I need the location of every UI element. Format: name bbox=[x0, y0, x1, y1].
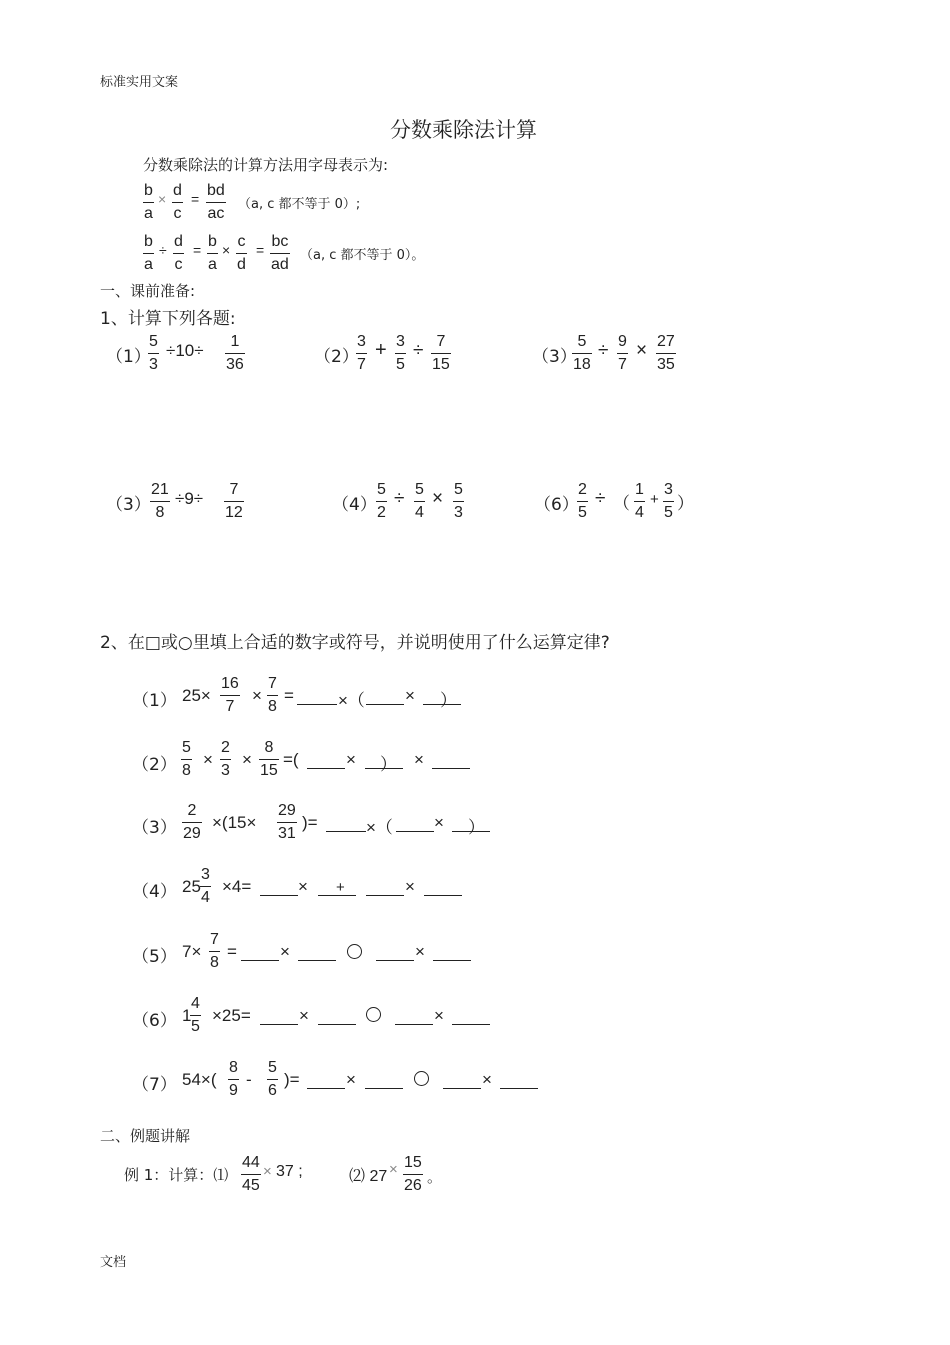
fraction: $\frac{5}{3}$ bbox=[454, 481, 463, 521]
fraction: $\frac{b}{a}$ bbox=[144, 182, 153, 222]
operator: × bbox=[414, 750, 424, 769]
answer-blank[interactable] bbox=[260, 895, 298, 896]
fraction: $\frac{d}{c}$ bbox=[173, 182, 182, 222]
operator: ÷ bbox=[394, 488, 405, 509]
operator: =( bbox=[283, 750, 299, 769]
operator: ×（ bbox=[366, 818, 393, 837]
fraction: $\frac{7}{8}$ bbox=[268, 675, 277, 715]
operator: 37 ; bbox=[276, 1163, 303, 1180]
answer-blank[interactable] bbox=[307, 768, 345, 769]
operator: = bbox=[193, 242, 202, 258]
fraction: $\frac{29}{31}$ bbox=[278, 802, 296, 842]
item-label: （4） bbox=[132, 882, 177, 902]
answer-blank[interactable] bbox=[424, 895, 462, 896]
fraction: $\frac{4}{5}$ bbox=[191, 995, 200, 1035]
operator: ×4= bbox=[222, 877, 252, 896]
intro-text: 分数乘除法的计算方法用字母表示为: bbox=[143, 156, 389, 174]
fraction: $\frac{bd}{ac}$ bbox=[207, 182, 225, 222]
fraction: $\frac{5}{2}$ bbox=[377, 481, 386, 521]
operator: - bbox=[246, 1070, 252, 1089]
fraction: $\frac{c}{d}$ bbox=[237, 233, 246, 273]
fraction: $\frac{1}{36}$ bbox=[226, 333, 244, 373]
question-title: 1、计算下列各题: bbox=[100, 309, 236, 329]
fraction: $\frac{5}{6}$ bbox=[268, 1059, 277, 1099]
operator: ） bbox=[677, 494, 694, 513]
item-label: （6） bbox=[132, 1011, 177, 1031]
item-label: （3） bbox=[532, 347, 577, 367]
formula-note: （a, c 都不等于 0）; bbox=[238, 197, 361, 212]
answer-blank[interactable] bbox=[500, 1088, 538, 1089]
operator: ×（ bbox=[338, 691, 365, 710]
operator: ÷ bbox=[598, 340, 609, 361]
item-label: （6） bbox=[534, 495, 579, 515]
fraction: $\frac{3}{5}$ bbox=[664, 481, 673, 521]
answer-blank[interactable] bbox=[395, 1024, 433, 1025]
operator: 25 bbox=[182, 877, 201, 896]
answer-blank[interactable] bbox=[326, 831, 366, 832]
fraction: $\frac{7}{8}$ bbox=[210, 931, 219, 971]
answer-blank[interactable] bbox=[452, 1024, 490, 1025]
operator: × bbox=[203, 750, 213, 769]
page-title: 分数乘除法计算 bbox=[390, 118, 537, 142]
answer-blank[interactable] bbox=[297, 704, 337, 705]
page-header: 标准实用文案 bbox=[100, 75, 179, 90]
operator: × bbox=[434, 813, 444, 832]
operator: × bbox=[405, 877, 415, 896]
item-label: （1） bbox=[132, 691, 177, 711]
operator: × bbox=[432, 488, 444, 509]
section-heading: 二、例题讲解 bbox=[100, 1127, 191, 1145]
item-label: （3） bbox=[132, 818, 177, 838]
operator: = bbox=[256, 242, 265, 258]
operator: ×(15× bbox=[212, 813, 257, 832]
operator: × bbox=[263, 1163, 272, 1180]
operator: × bbox=[415, 942, 425, 961]
answer-blank[interactable] bbox=[241, 960, 279, 961]
fraction: $\frac{3}{4}$ bbox=[201, 866, 210, 906]
operator: × bbox=[222, 242, 231, 258]
fraction: $\frac{15}{26}$ bbox=[404, 1154, 422, 1194]
operator: ÷9÷ bbox=[175, 489, 204, 508]
item-label: （2） bbox=[132, 755, 177, 775]
fraction: $\frac{b}{a}$ bbox=[208, 233, 217, 273]
answer-blank[interactable] bbox=[376, 960, 414, 961]
operator: ÷ bbox=[413, 340, 424, 361]
item-label: （4） bbox=[332, 495, 377, 515]
operator: = bbox=[227, 942, 237, 961]
fraction: $\frac{d}{c}$ bbox=[174, 233, 183, 273]
fraction: $\frac{7}{15}$ bbox=[432, 333, 450, 373]
fraction: $\frac{5}{3}$ bbox=[149, 333, 158, 373]
operator: 7× bbox=[182, 942, 202, 961]
answer-blank[interactable] bbox=[318, 1024, 356, 1025]
fraction: $\frac{5}{4}$ bbox=[415, 481, 424, 521]
operator: × bbox=[434, 1006, 444, 1025]
operator: × bbox=[298, 877, 308, 896]
operator: ） bbox=[468, 818, 485, 837]
fraction: $\frac{3}{5}$ bbox=[396, 333, 405, 373]
answer-blank[interactable] bbox=[432, 768, 470, 769]
item-label: （5） bbox=[132, 947, 177, 967]
question-title: 2、在□或○里填上合适的数字或符号，并说明使用了什么运算定律? bbox=[100, 633, 610, 653]
operator: ） bbox=[380, 755, 397, 774]
answer-blank[interactable] bbox=[443, 1088, 481, 1089]
answer-blank[interactable] bbox=[307, 1088, 345, 1089]
fraction: $\frac{8}{9}$ bbox=[229, 1059, 238, 1099]
fraction: $\frac{bc}{ad}$ bbox=[271, 233, 289, 273]
section-heading: 一、课前准备: bbox=[100, 282, 196, 300]
item-label: （1） bbox=[106, 347, 151, 367]
fraction: $\frac{9}{7}$ bbox=[618, 333, 627, 373]
operator: × bbox=[405, 686, 415, 705]
example-prefix: 例 1：计算：⑴ bbox=[124, 1166, 229, 1184]
formula-note: （a, c 都不等于 0）。 bbox=[300, 248, 425, 263]
operator: 。 bbox=[427, 1169, 443, 1186]
fraction: $\frac{2}{29}$ bbox=[183, 802, 201, 842]
fraction: $\frac{8}{15}$ bbox=[260, 739, 278, 779]
fraction: $\frac{7}{12}$ bbox=[225, 481, 243, 521]
fraction: $\frac{16}{7}$ bbox=[221, 675, 239, 715]
operator: ÷ bbox=[159, 242, 167, 258]
operator: （ bbox=[613, 494, 630, 513]
operator: + bbox=[336, 879, 345, 896]
operator: ÷10÷ bbox=[166, 341, 204, 360]
operator: × bbox=[346, 1070, 356, 1089]
operator: )= bbox=[284, 1070, 300, 1089]
operator: + bbox=[375, 339, 387, 361]
operator: × bbox=[482, 1070, 492, 1089]
answer-blank[interactable] bbox=[365, 1088, 403, 1089]
item-label: （3） bbox=[106, 495, 151, 515]
operator: × bbox=[158, 191, 167, 207]
fraction: $\frac{b}{a}$ bbox=[144, 233, 153, 273]
operator: 1 bbox=[182, 1006, 192, 1025]
operator: × bbox=[242, 750, 252, 769]
answer-blank[interactable] bbox=[396, 831, 434, 832]
answer-blank[interactable] bbox=[260, 1024, 298, 1025]
item-label: （7） bbox=[132, 1075, 177, 1095]
operator: 54×( bbox=[182, 1070, 217, 1089]
fraction: $\frac{3}{7}$ bbox=[357, 333, 366, 373]
fraction: $\frac{1}{4}$ bbox=[635, 481, 644, 521]
page-footer: 文档 bbox=[100, 1255, 127, 1270]
fraction: $\frac{5}{18}$ bbox=[573, 333, 591, 373]
answer-blank[interactable] bbox=[366, 704, 404, 705]
operator: ÷ bbox=[595, 488, 606, 509]
operator: × bbox=[389, 1161, 398, 1178]
fraction: $\frac{5}{8}$ bbox=[182, 739, 191, 779]
operator: × bbox=[252, 686, 262, 705]
answer-blank[interactable] bbox=[366, 895, 404, 896]
operator-circle[interactable] bbox=[366, 1007, 381, 1022]
operator: × bbox=[299, 1006, 309, 1025]
answer-blank[interactable] bbox=[298, 960, 336, 961]
operator: + bbox=[650, 491, 659, 508]
operator-circle[interactable] bbox=[347, 944, 362, 959]
operator-circle[interactable] bbox=[414, 1071, 429, 1086]
operator: × bbox=[636, 340, 648, 361]
operator: ×25= bbox=[212, 1006, 251, 1025]
operator: 25× bbox=[182, 686, 211, 705]
fraction: $\frac{27}{35}$ bbox=[657, 333, 675, 373]
fraction: $\frac{44}{45}$ bbox=[242, 1154, 260, 1194]
answer-blank[interactable] bbox=[433, 960, 471, 961]
operator: × bbox=[280, 942, 290, 961]
operator: = bbox=[191, 191, 200, 207]
operator: ） bbox=[440, 691, 457, 710]
operator: = bbox=[284, 686, 294, 705]
fraction: $\frac{2}{3}$ bbox=[221, 739, 230, 779]
operator: ⑵ 27 bbox=[349, 1168, 388, 1185]
item-label: （2） bbox=[314, 347, 359, 367]
operator: )= bbox=[302, 813, 318, 832]
fraction: $\frac{2}{5}$ bbox=[578, 481, 587, 521]
operator: × bbox=[346, 750, 356, 769]
fraction: $\frac{21}{8}$ bbox=[151, 481, 169, 521]
